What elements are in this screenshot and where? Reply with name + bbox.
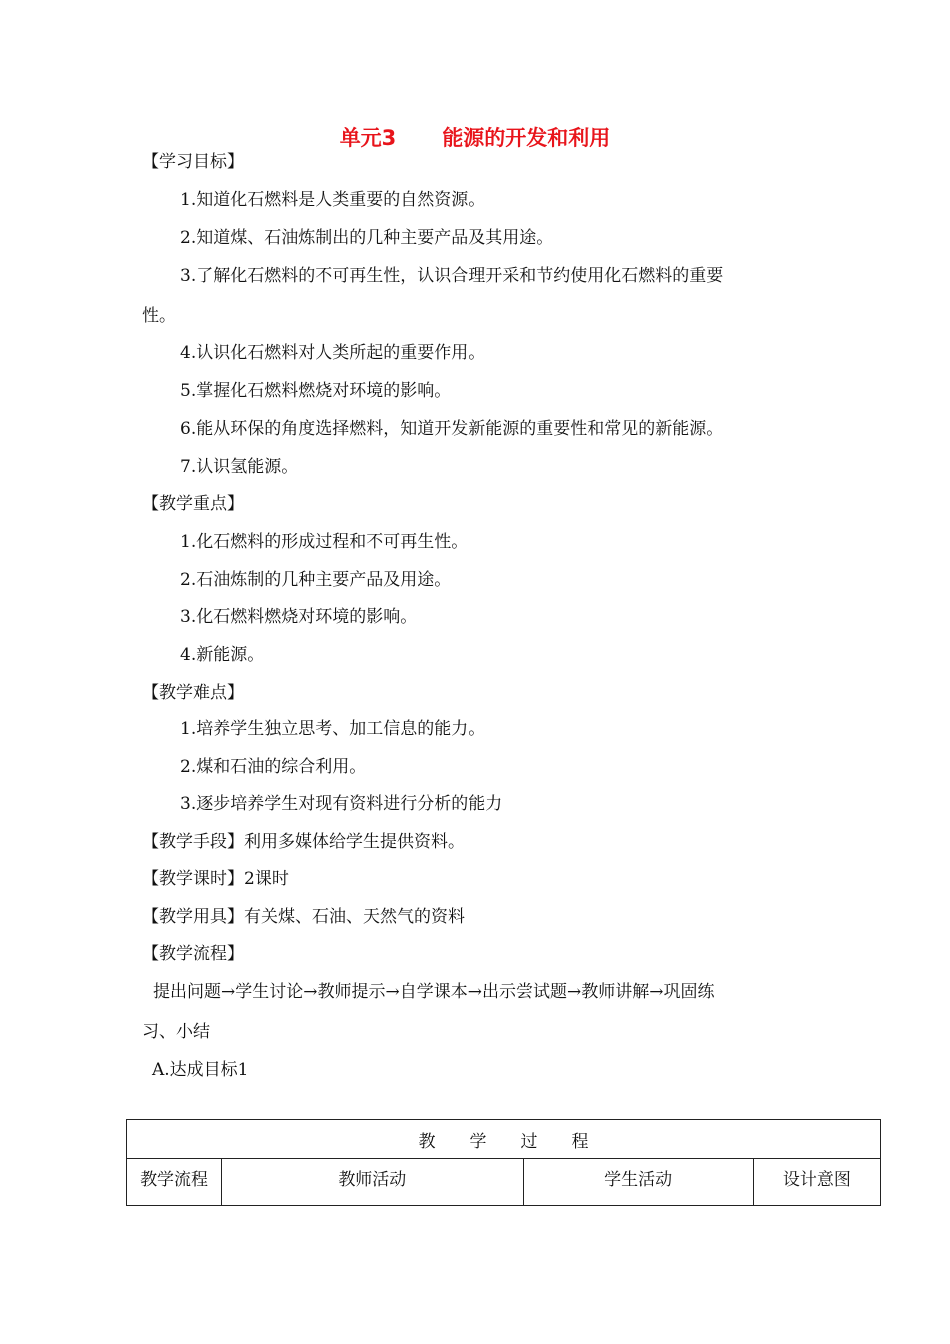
objective-item: 6.能从环保的角度选择燃料，知道开发新能源的重要性和常见的新能源。 [180, 419, 724, 439]
objective-item-continuation: 性。 [142, 306, 176, 326]
table-caption: 教 学 过 程 [127, 1120, 881, 1159]
teaching-hours-heading: 【教学课时】 [142, 869, 244, 889]
key-point-item: 2.石油炼制的几种主要产品及用途。 [180, 570, 452, 590]
teaching-means-text: 利用多媒体给学生提供资料。 [244, 832, 465, 852]
table-header-cell: 学生活动 [523, 1159, 753, 1206]
flow-target: A.达成目标1 [152, 1060, 249, 1080]
difficulty-item: 3.逐步培养学生对现有资料进行分析的能力 [180, 794, 503, 814]
table-header-cell: 教学流程 [127, 1159, 222, 1206]
teaching-tools-text: 有关煤、石油、天然气的资料 [244, 907, 465, 927]
teaching-means-heading: 【教学手段】 [142, 832, 244, 852]
key-point-item: 3.化石燃料燃烧对环境的影响。 [180, 607, 418, 627]
objective-item: 2.知道煤、石油炼制出的几种主要产品及其用途。 [180, 228, 554, 248]
flow-heading: 【教学流程】 [142, 944, 244, 964]
objective-item: 7.认识氢能源。 [180, 457, 299, 477]
difficulty-item: 1.培养学生独立思考、加工信息的能力。 [180, 719, 486, 739]
flow-line-continuation: 习、小结 [142, 1022, 210, 1042]
objective-item: 1.知道化石燃料是人类重要的自然资源。 [180, 190, 486, 210]
objectives-heading: 【学习目标】 [142, 152, 244, 172]
key-points-heading: 【教学重点】 [142, 494, 244, 514]
teaching-means [142, 831, 465, 853]
document-title [0, 122, 950, 152]
key-point-item: 1.化石燃料的形成过程和不可再生性。 [180, 532, 469, 552]
table-header-cell: 教师活动 [222, 1159, 523, 1206]
table-header-row [127, 1159, 881, 1206]
flow-line: 提出问题→学生讨论→教师提示→自学课本→出示尝试题→教师讲解→巩固练 [153, 982, 715, 1002]
teaching-process-table [126, 1119, 881, 1206]
difficulty-item: 2.煤和石油的综合利用。 [180, 757, 367, 777]
objective-item: 5.掌握化石燃料燃烧对环境的影响。 [180, 381, 452, 401]
title-name: 能源的开发和利用 [442, 126, 611, 150]
key-point-item: 4.新能源。 [180, 645, 265, 665]
teaching-tools-heading: 【教学用具】 [142, 907, 244, 927]
difficulties-heading: 【教学难点】 [142, 683, 244, 703]
objective-item: 4.认识化石燃料对人类所起的重要作用。 [180, 343, 486, 363]
objective-item: 3.了解化石燃料的不可再生性，认识合理开采和节约使用化石燃料的重要 [180, 266, 724, 286]
teaching-tools [142, 906, 465, 928]
teaching-hours-text: 2课时 [244, 869, 289, 889]
title-unit: 单元3 [339, 126, 397, 150]
teaching-hours [142, 868, 289, 890]
table-caption-row [127, 1120, 881, 1159]
table-header-cell: 设计意图 [753, 1159, 880, 1206]
